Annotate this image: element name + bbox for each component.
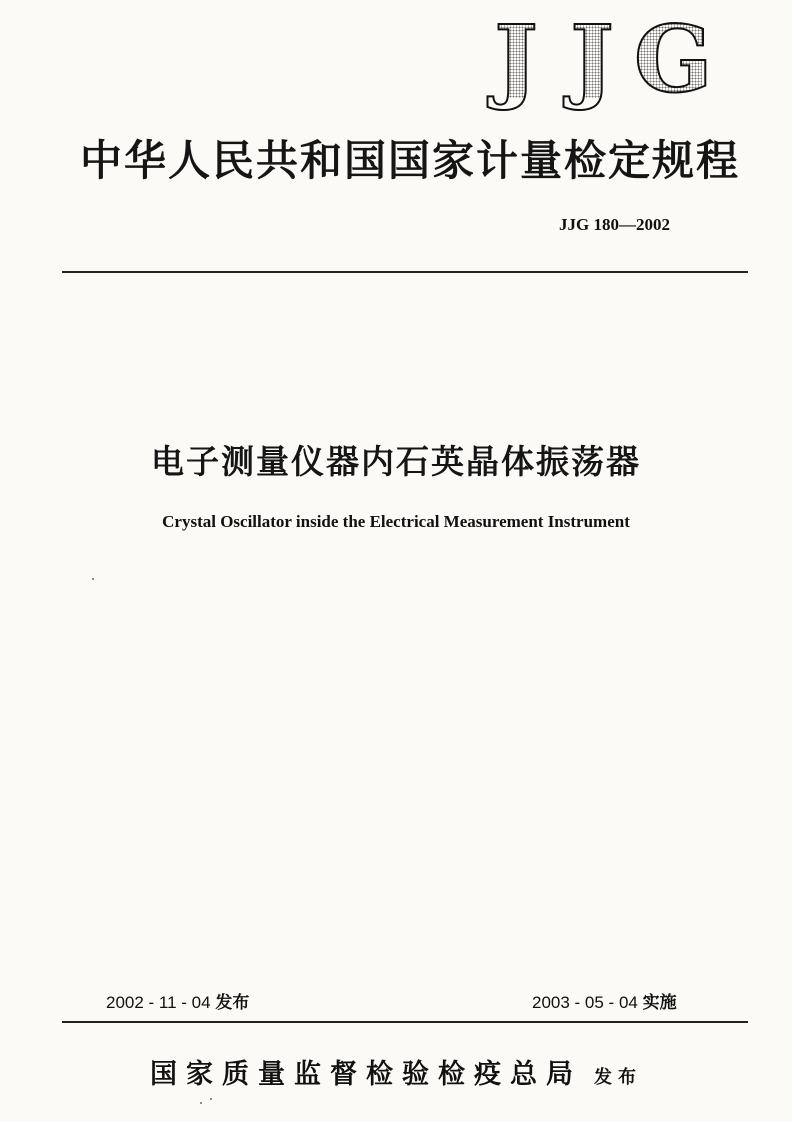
document-title-chinese: 电子测量仪器内石英晶体振荡器 — [151, 442, 641, 481]
issue-date — [106, 988, 249, 1013]
issue-date-label: 发布 — [215, 993, 250, 1013]
top-divider — [62, 271, 748, 273]
bottom-divider — [62, 1021, 748, 1023]
publisher-action: 发布 — [594, 1067, 642, 1088]
publisher-name: 国家质量监督检验检疫总局 — [150, 1059, 582, 1090]
logo-letter-j1: J — [482, 20, 550, 98]
publisher-line — [0, 1052, 792, 1091]
regulation-series-title: 中华人民共和国国家计量检定规程 — [79, 136, 740, 185]
effective-date — [532, 988, 677, 1013]
effective-date-value: 2003 - 05 - 04 — [532, 993, 638, 1012]
effective-date-label: 实施 — [642, 993, 677, 1013]
document-title-english: Crystal Oscillator inside the Electrical Measurement Instrument — [162, 512, 630, 531]
issue-date-value: 2002 - 11 - 04 — [106, 993, 211, 1012]
standard-code: JJG 180—2002 — [559, 215, 670, 234]
logo-letter-g: G — [634, 5, 713, 113]
scan-speck — [92, 578, 94, 580]
scan-speck — [210, 1098, 212, 1100]
scan-speck — [200, 1102, 202, 1104]
logo-letter-j2: J — [558, 20, 626, 98]
jjg-logo — [482, 5, 713, 113]
